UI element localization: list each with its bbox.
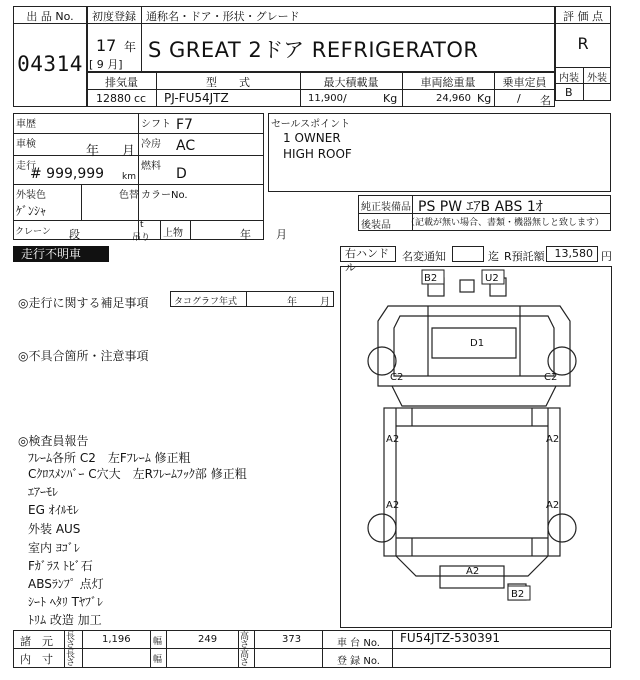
recycle-box <box>546 246 598 262</box>
vehicle-name: S GREAT 2ドア REFRIGERATOR <box>148 38 479 62</box>
exterior-label: 外装 <box>587 73 607 84</box>
aircon-value: AC <box>176 138 196 154</box>
inspector-line-6: 室内 ﾖｺﾞﾚ <box>28 541 80 555</box>
aftermarket-label: 後装品 <box>361 220 391 231</box>
name-change-box <box>452 246 484 262</box>
shift-label: シフト <box>141 119 171 130</box>
inspector-line-10: ﾄﾘﾑ 改造 加工 <box>28 613 102 627</box>
inspector-line-8: ABSﾗﾝﾌﾟ 点灯 <box>28 577 104 591</box>
inspection-year-unit: 年 <box>86 144 100 159</box>
aircon-label: 冷房 <box>141 139 161 150</box>
crane-hook-unit: 吊り <box>132 233 151 243</box>
grade-value: R <box>577 34 589 53</box>
reg-month: [ 9 月] <box>89 58 123 71</box>
model-value: PJ-FU54JTZ <box>164 91 229 105</box>
interior-label: 内装 <box>559 73 579 84</box>
width-value: 249 <box>198 634 218 645</box>
recycle-label: R預託額 <box>504 250 545 263</box>
capacity-label: 乗車定員 <box>502 76 547 89</box>
fuel-value: D <box>176 166 187 182</box>
reg-no-label: 登 録 No. <box>337 656 380 667</box>
spec-label: 諸 元 <box>20 635 53 648</box>
crane-label: クレーン <box>15 227 51 237</box>
recycle-value: 13,580 <box>554 247 593 260</box>
mark-a2-right-rear: A2 <box>546 500 560 511</box>
load-unit: Kg <box>383 92 398 105</box>
inspector-line-3: ｴｱｰﾓﾚ <box>28 485 59 499</box>
tacho-label: タコグラフ年式 <box>174 297 238 307</box>
truck-damage-diagram <box>340 266 612 628</box>
height-label: 高さ <box>240 632 250 650</box>
lot-number: 04314 <box>17 52 83 76</box>
interior-score: B <box>565 86 573 99</box>
lot-label: 出 品 No. <box>26 10 74 23</box>
mark-a2-rear: A2 <box>466 566 480 577</box>
reg-year-unit: 年 <box>124 40 137 54</box>
crane-ton-unit: t <box>140 220 144 230</box>
inspector-line-2: Cｸﾛｽﾒﾝﾊﾞｰ C穴大 左Rﾌﾚｰﾑﾌｯｸ部 修正粗 <box>28 467 247 481</box>
name-change-label: 名変通知 <box>402 250 446 263</box>
inner-height-label: 高さ <box>240 650 250 668</box>
displacement-label: 排気量 <box>105 76 138 89</box>
handle-label: 右ハンドル <box>345 247 389 274</box>
color-no-label-2: カラーNo. <box>141 190 188 201</box>
mark-a2-left-front: A2 <box>386 434 400 445</box>
mark-a2-left-rear: A2 <box>386 500 400 511</box>
genuine-value: PS PW ｴｱB ABS 1ｵ <box>418 199 543 215</box>
deadline-unit: 迄 <box>488 250 499 263</box>
gross-value: 24,960 <box>436 93 471 104</box>
mileage-value: # 999,999 <box>30 166 105 182</box>
mark-a2-right-front: A2 <box>546 434 560 445</box>
load-label: 最大積載量 <box>323 76 379 89</box>
displacement-unit: cc <box>134 92 147 105</box>
inspector-line-1: ﾌﾚｰﾑ各所 C2 左Fﾌﾚｰﾑ 修正粗 <box>28 451 191 465</box>
upper-label: 上物 <box>163 228 183 239</box>
shift-value: F7 <box>176 117 193 133</box>
mark-b2-front: B2 <box>424 273 438 284</box>
color-no-label: 色替 <box>119 190 139 201</box>
chassis-value: FU54JTZ-530391 <box>400 631 500 645</box>
reg-year: 17 <box>96 36 117 55</box>
length-value: 1,196 <box>102 634 131 645</box>
handle-box <box>340 246 396 274</box>
gross-unit: Kg <box>477 92 492 105</box>
fuel-label: 燃料 <box>141 161 161 172</box>
inner-width-label: 幅 <box>153 655 163 665</box>
tacho-month-unit: 月 <box>320 297 330 308</box>
displacement-value: 12880 <box>96 92 131 105</box>
capacity-unit: 名 <box>540 94 551 107</box>
no-run-badge: 走行不明車 <box>13 246 109 262</box>
grade-label: 評 価 点 <box>563 10 603 23</box>
ext-color-label: 外装色 <box>16 190 46 201</box>
sales-point-1: 1 OWNER <box>283 131 341 145</box>
load-value: 11,900 <box>308 93 343 104</box>
sales-points-label: セールスポイント <box>271 119 351 130</box>
mileage-label: 走行 <box>16 161 36 172</box>
sales-point-2: HIGH ROOF <box>283 147 352 161</box>
aftermarket-note: （記載が無い場合、書類・機器無しと致します） <box>406 218 605 228</box>
mark-c2-right: C2 <box>544 372 558 383</box>
height-value: 373 <box>282 634 302 645</box>
inspection-label: 車検 <box>16 139 36 150</box>
upper-year-unit: 年 <box>240 228 251 241</box>
first-reg-label: 初度登録 <box>92 10 136 23</box>
mark-d1: D1 <box>470 338 485 349</box>
inner-label: 内 寸 <box>20 653 53 666</box>
inspector-line-4: EG ｵｲﾙﾓﾚ <box>28 503 79 517</box>
ext-color-value: ｹﾞﾝｼｬ <box>16 204 47 218</box>
chassis-label: 車 台 No. <box>337 638 380 649</box>
crane-stage-unit: 段 <box>69 228 80 241</box>
inner-length-label: 長さ <box>66 650 76 668</box>
inspector-label: ◎検査員報告 <box>18 434 89 448</box>
mark-b2-rear: B2 <box>511 589 525 600</box>
inspection-month-unit: 月 <box>122 144 136 159</box>
inspector-line-9: ｼｰﾄ ﾍﾀﾘ Tﾔﾌﾞﾚ <box>28 595 103 609</box>
history-label: 車歴 <box>16 119 36 130</box>
inspector-line-5: 外装 AUS <box>28 522 81 536</box>
inspector-line-7: Fｶﾞﾗｽ ﾄﾋﾞ石 <box>28 559 93 573</box>
title-label: 通称名・ドア・形状・グレード <box>146 10 300 23</box>
model-label: 型 式 <box>206 76 250 89</box>
upper-month-unit: 月 <box>276 228 287 241</box>
gross-label: 車両総重量 <box>420 76 476 89</box>
mark-u2: U2 <box>485 273 499 284</box>
mileage-unit: km <box>122 172 136 182</box>
length-label: 長さ <box>66 632 76 650</box>
driving-remarks-label: ◎走行に関する補足事項 <box>18 296 149 310</box>
genuine-label: 純正装備品 <box>361 202 411 213</box>
mark-c2-left: C2 <box>390 372 404 383</box>
tacho-year-unit: 年 <box>287 297 297 308</box>
recycle-unit: 円 <box>601 250 612 263</box>
defect-label: ◎不具合箇所・注意事項 <box>18 349 149 363</box>
width-label: 幅 <box>153 637 163 647</box>
